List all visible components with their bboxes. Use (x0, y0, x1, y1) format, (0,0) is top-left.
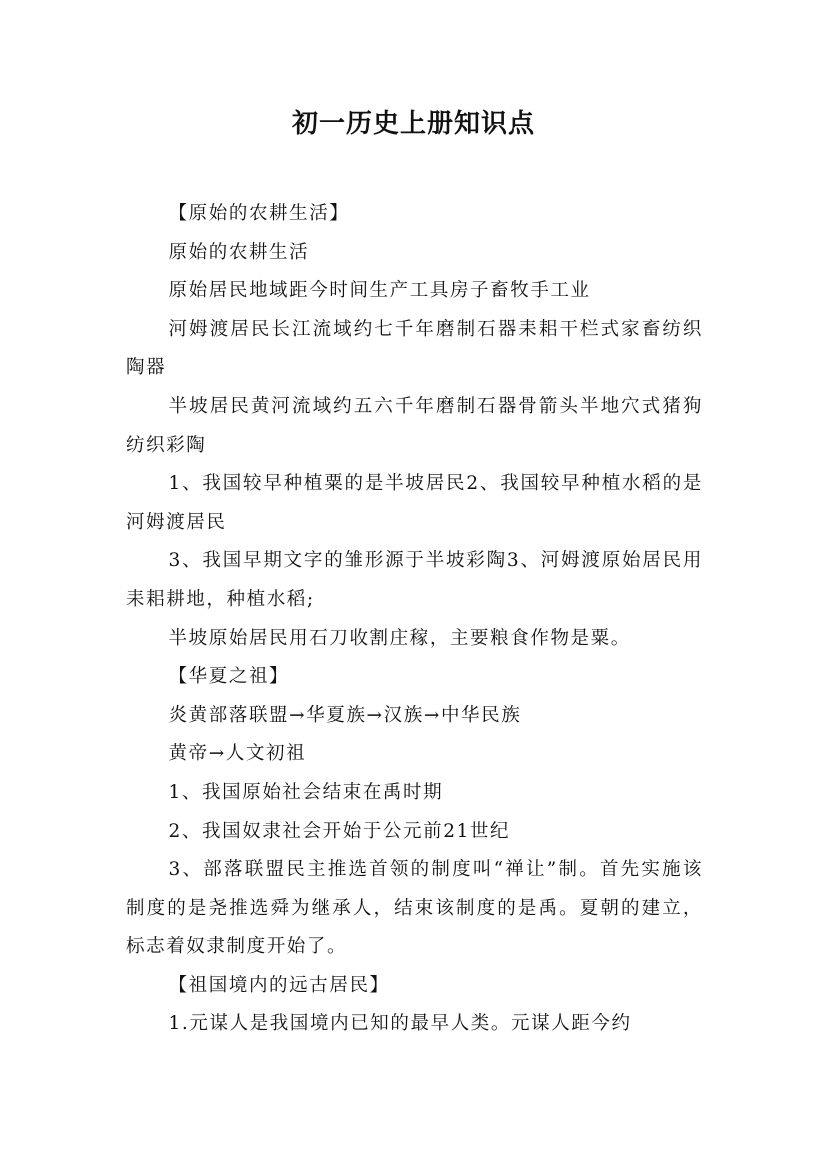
paragraph: 3、我国早期文字的雏形源于半坡彩陶3、河姆渡原始居民用耒耜耕地，种植水稻; (126, 550, 703, 610)
paragraph: 河姆渡居民长江流域约七千年磨制石器耒耜干栏式家畜纺织陶器 (126, 318, 703, 379)
paragraph: 1、我国较早种植粟的是半坡居民2、我国较早种植水稻的是河姆渡居民 (126, 473, 703, 533)
paragraph: 3、部落联盟民主推选首领的制度叫“禅让”制。首先实施该制度的是尧推选舜为继承人，结束该制度的是禹。夏朝的建立，标志着奴隶制度开始了。 (126, 859, 703, 958)
section-heading-huaxia-ancestors: 【华夏之祖】 (168, 666, 290, 688)
paragraph: 半坡居民黄河流域约五六千年磨制石器骨箭头半地穴式猪狗纺织彩陶 (126, 395, 703, 456)
paragraph: 半坡原始居民用石刀收割庄稼，主要粮食作物是粟。 (168, 627, 631, 649)
paragraph: 1、我国原始社会结束在禹时期 (168, 781, 444, 803)
paragraph: 原始居民地域距今时间生产工具房子畜牧手工业 (168, 280, 591, 302)
section-heading-ancient-residents: 【祖国境内的远古居民】 (168, 974, 390, 996)
paragraph: 2、我国奴隶社会开始于公元前21世纪 (168, 820, 511, 842)
document-title: 初一历史上册知识点 (291, 109, 535, 139)
paragraph: 原始的农耕生活 (168, 241, 310, 263)
paragraph: 黄帝→人文初祖 (168, 743, 307, 765)
paragraph: 炎黄部落联盟→华夏族→汉族→中华民族 (168, 704, 522, 726)
document-body (126, 195, 703, 1044)
section-heading-primitive-farming: 【原始的农耕生活】 (168, 203, 350, 224)
paragraph: 1.元谋人是我国境内已知的最早人类。元谋人距今约 (168, 1013, 632, 1035)
